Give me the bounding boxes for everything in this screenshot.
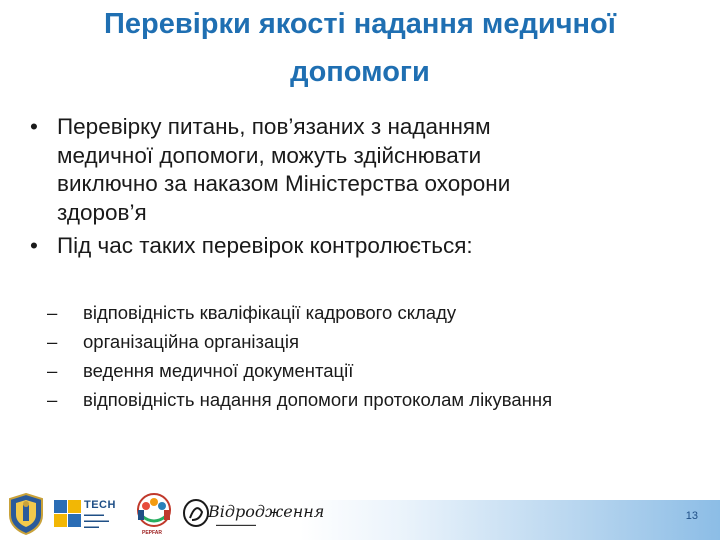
bullet-list <box>28 113 700 266</box>
footer-gradient-bar <box>300 500 720 540</box>
sub-item <box>47 298 707 327</box>
university-crest-logo-icon <box>6 493 46 535</box>
sub-item <box>47 356 707 385</box>
bullet-line: Під час таких перевірок контролюється: <box>57 233 473 258</box>
pepfar-logo-text: PEPFAR <box>142 530 163 536</box>
bullet-line: медичної допомоги, можуть здійснювати <box>57 142 482 168</box>
sub-item-text: ведення медичної документації <box>83 360 354 381</box>
bullet-marker: • <box>30 233 38 258</box>
bullet-item-inspection-authority <box>28 113 700 227</box>
partner-logos <box>6 490 325 538</box>
sub-item-text: відповідність кваліфікації кадрового складу <box>83 302 457 323</box>
vidrodzhennia-logo-subtitle: ▬▬▬▬▬▬▬▬▬▬ <box>216 522 256 527</box>
sub-item-text: організаційна організація <box>83 331 300 352</box>
bullet-marker: • <box>30 114 38 139</box>
bullet-line: виключно за наказом Міністерства охорони <box>57 171 511 196</box>
sub-item-text: відповідність надання допомоги протоколам лікування <box>83 389 553 410</box>
bullet-line: здоров’я <box>57 199 147 225</box>
pepfar-logo-icon <box>130 490 178 538</box>
vidrodzhennia-logo-text: Відродження <box>208 502 325 521</box>
page-number: 13 <box>685 510 698 522</box>
slide-title-line-1: Перевірки якості надання медичної <box>104 8 616 40</box>
sub-item-marker: – <box>47 389 58 410</box>
slide-title-line-2: допомоги <box>290 56 430 88</box>
bullet-item-controlled-items <box>28 232 700 261</box>
sub-item-marker: – <box>47 331 58 352</box>
vidrodzhennia-logo-icon <box>182 496 325 532</box>
tech-logo-subtitle: ▬▬▬▬ ▬▬▬▬▬ ▬▬▬ <box>84 512 109 530</box>
tech-logo-icon <box>54 498 126 532</box>
sub-bullet-list <box>47 298 707 414</box>
sub-item <box>47 385 707 414</box>
sub-item <box>47 327 707 356</box>
sub-item-marker: – <box>47 360 58 381</box>
slide-title <box>20 0 700 96</box>
sub-item-marker: – <box>47 302 58 323</box>
tech-logo-text: TECH <box>84 499 116 511</box>
bullet-line: Перевірку питань, пов’язаних з наданням <box>57 114 491 139</box>
